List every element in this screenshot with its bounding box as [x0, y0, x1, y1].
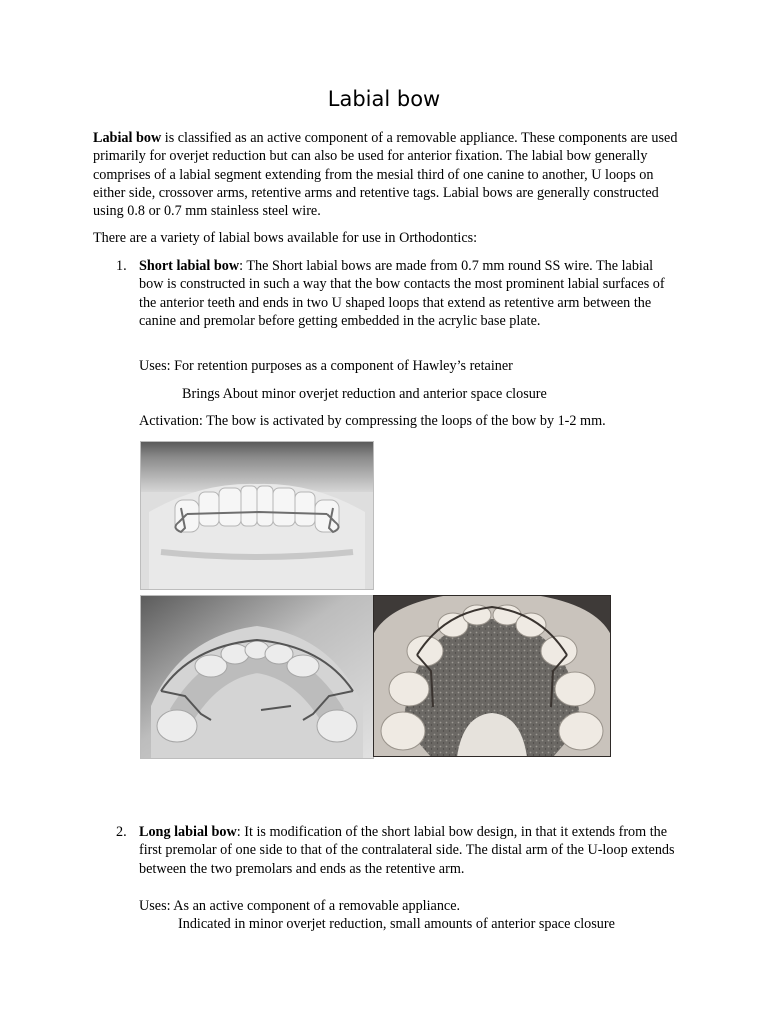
intro-text: is classified as an active component of a removable appliance. These components are used primarily for overjet reduction but can also be used for anterior fixation. The labial bow generally comprises of a labial segment extending from the mesial third of one canine to another, U loops on either side, crossover arms, retentive arms and retentive tags. Labial bows are generally constructed using 0.8 or 0.7 mm stainless steel wire. — [93, 130, 678, 220]
list-number-1: 1. — [116, 258, 127, 274]
variety-paragraph: There are a variety of labial bows available for use in Orthodontics: — [93, 230, 478, 246]
photo-occlusal-labial-bow — [140, 595, 374, 759]
short-bow-uses-more: Brings About minor overjet reduction and anterior space closure — [182, 386, 547, 402]
page-title: Labial bow — [327, 87, 441, 111]
long-bow-uses: Uses: As an active component of a removable appliance. — [139, 898, 461, 914]
short-bow-activation: Activation: The bow is activated by compressing the loops of the bow by 1-2 mm. — [139, 413, 606, 429]
short-labial-bow-text: : The Short labial bows are made from 0.7 mm round SS wire. The labial bow is constructed in such a way that the bow contacts the most prominent labial surfaces of the anterior teeth and ends in two U shaped loops that extend as retentive arm between the canine and premolar before getting embedded in the acrylic base plate. — [139, 258, 665, 329]
photo-acrylic-plate-labial-bow — [373, 595, 611, 757]
photo-frontal-labial-bow — [140, 441, 374, 590]
list-number-2: 2. — [116, 824, 127, 840]
list-item-long-labial-bow — [139, 823, 679, 878]
short-labial-bow-term: Short labial bow — [139, 258, 240, 274]
intro-paragraph — [93, 129, 683, 220]
intro-term: Labial bow — [93, 130, 162, 146]
long-labial-bow-term: Long labial bow — [139, 824, 237, 840]
short-bow-uses: Uses: For retention purposes as a component of Hawley’s retainer — [139, 358, 513, 374]
list-item-short-labial-bow — [139, 257, 679, 330]
long-bow-uses-more: Indicated in minor overjet reduction, small amounts of anterior space closure — [178, 916, 615, 932]
long-labial-bow-text: : It is modification of the short labial bow design, in that it extends from the first premolar of one side to that of the contralateral side. The distal arm of the U-loop extends between the two premolars and ends as the retentive arm. — [139, 824, 675, 877]
